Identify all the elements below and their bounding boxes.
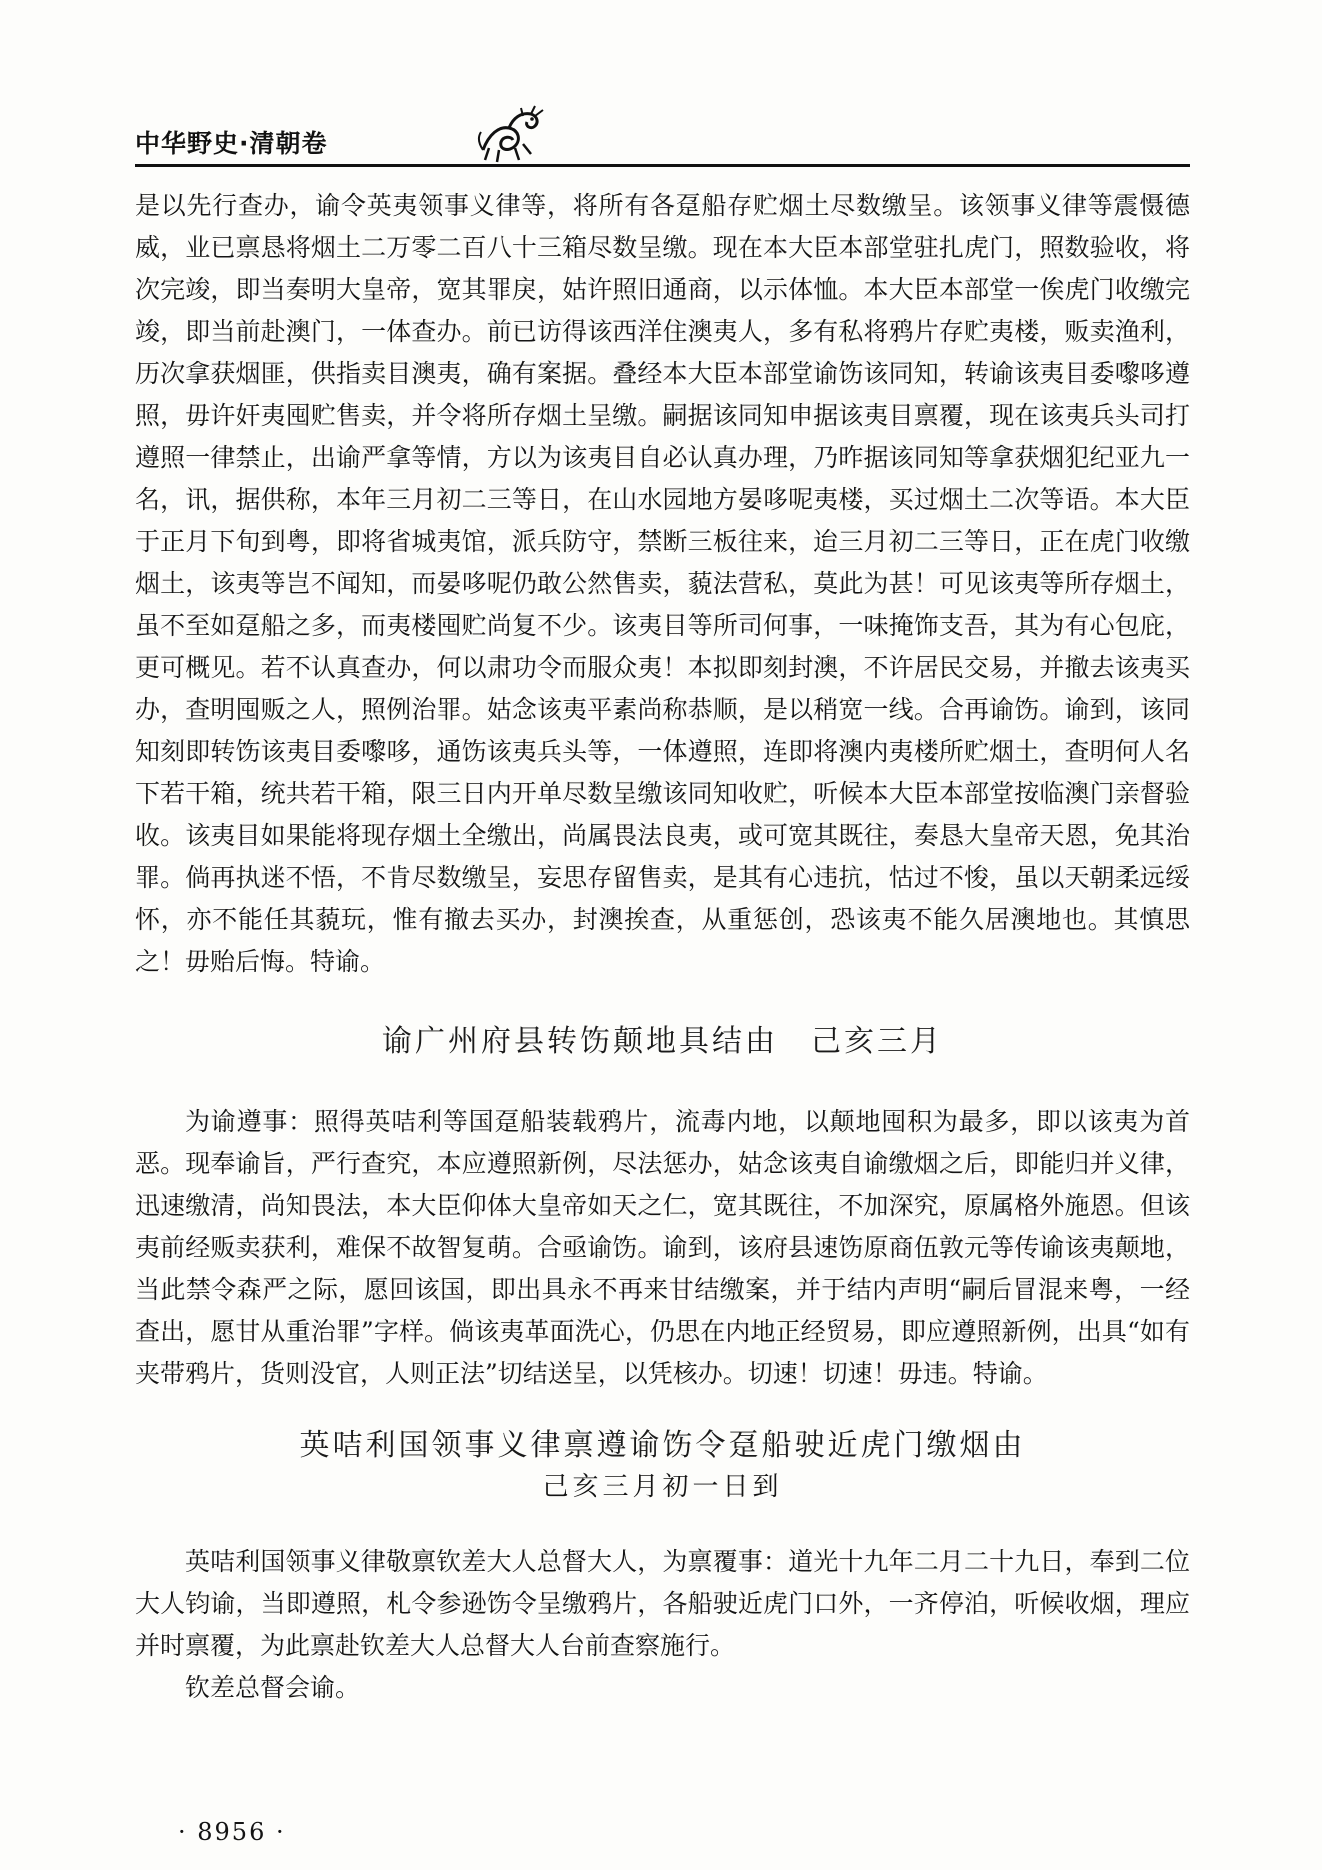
section-title: 谕广州府县转饬颠地具结由 己亥三月 [382,1024,943,1059]
running-header [135,112,1190,172]
paragraph: 为谕遵事：照得英咭利等国趸船装载鸦片，流毒内地，以颠地囤积为最多，即以该夷为首恶。现奉谕旨，严行查究，本应遵照新例，尽法惩办，姑念该夷自谕缴烟之后，即能归并义律，迅速缴清，尚知畏法，本大臣仰体大皇帝如天之仁，宽其既往，不加深究，原属格外施恩。但该夷前经贩卖获利，难保不故智复萌。合亟谕饬。谕到，该府县速饬原商伍敦元等传谕该夷颠地，当此禁令森严之际，愿回该国，即出具永不再来甘结缴案，并于结内声明“嗣后冒混来粤，一经查出，愿甘从重治罪”字样。倘该夷革面洗心，仍思在内地正经贸易，即应遵照新例，出具“如有夹带鸦片，货则没官，人则正法”切结送呈，以凭核办。切速！切速！毋违。特谕。 [135,1107,1190,1388]
section-date: 己亥三月初一日到 [542,1472,783,1502]
page-body [135,185,1190,1709]
paragraph: 英咭利国领事义律敬禀钦差大人总督大人，为禀覆事：道光十九年二月二十九日，奉到二位大人钧谕，当即遵照，札令参逊饬令呈缴鸦片，各船驶近虎门口外，一齐停泊，听候收烟，理应并时禀覆，为此禀赴钦差大人总督大人台前查察施行。 [135,1547,1190,1660]
page-number: · 8956 · [178,1818,286,1846]
header-rule [135,164,1190,167]
closing-line: 钦差总督会谕。 [185,1673,361,1702]
series-title: 中华野史·清朝卷 [135,129,328,158]
section-title: 英咭利国领事义律禀遵谕饬令趸船驶近虎门缴烟由 [299,1428,1026,1463]
dragon-icon [475,104,545,164]
paragraph-continued: 是以先行查办，谕令英夷领事义律等，将所有各趸船存贮烟土尽数缴呈。该领事义律等震慑德威，业已禀恳将烟土二万零二百八十三箱尽数呈缴。现在本大臣本部堂驻扎虎门，照数验收，将次完竣，即当奏明大皇帝，宽其罪戾，姑许照旧通商，以示体恤。本大臣本部堂一俟虎门收缴完竣，即当前赴澳门，一体查办。前已访得该西洋住澳夷人，多有私将鸦片存贮夷楼，贩卖渔利，历次拿获烟匪，供指卖目澳夷，确有案据。叠经本大臣本部堂谕饬该同知，转谕该夷目委嚟哆遵照，毋许奸夷囤贮售卖，并令将所存烟土呈缴。嗣据该同知申据该夷目禀覆，现在该夷兵头司打遵照一律禁止，出谕严拿等情，方以为该夷目自必认真办理，乃昨据该同知等拿获烟犯纪亚九一名，讯，据供称，本年三月初二三等日，在山水园地方晏哆呢夷楼，买过烟土二次等语。本大臣于正月下旬到粤，即将省城夷馆，派兵防守，禁断三板往来，迨三月初二三等日，正在虎门收缴烟土，该夷等岂不闻知，而晏哆呢仍敢公然售卖，藐法营私，莫此为甚！可见该夷等所存烟土，虽不至如趸船之多，而夷楼囤贮尚复不少。该夷目等所司何事，一味掩饰支吾，其为有心包庇，更可概见。若不认真查办，何以肃功令而服众夷！本拟即刻封澳，不许居民交易，并撤去该夷买办，查明囤贩之人，照例治罪。姑念该夷平素尚称恭顺，是以稍宽一线。合再谕饬。谕到，该同知刻即转饬该夷目委嚟哆，通饬该夷兵头等，一体遵照，连即将澳内夷楼所贮烟土，查明何人名下若干箱，统共若干箱，限三日内开单尽数呈缴该同知收贮，听候本大臣本部堂按临澳门亲督验收。该夷目如果能将现存烟土全缴出，尚属畏法良夷，或可宽其既往，奏恳大皇帝天恩，免其治罪。倘再执迷不悟，不肯尽数缴呈，妄思存留售卖，是其有心违抗，怙过不悛，虽以天朝柔远绥怀，亦不能任其藐玩，惟有撤去买办，封澳挨查，从重惩创，恐该夷不能久居澳地也。其慎思之！毋贻后悔。特谕。 [135,191,1190,976]
